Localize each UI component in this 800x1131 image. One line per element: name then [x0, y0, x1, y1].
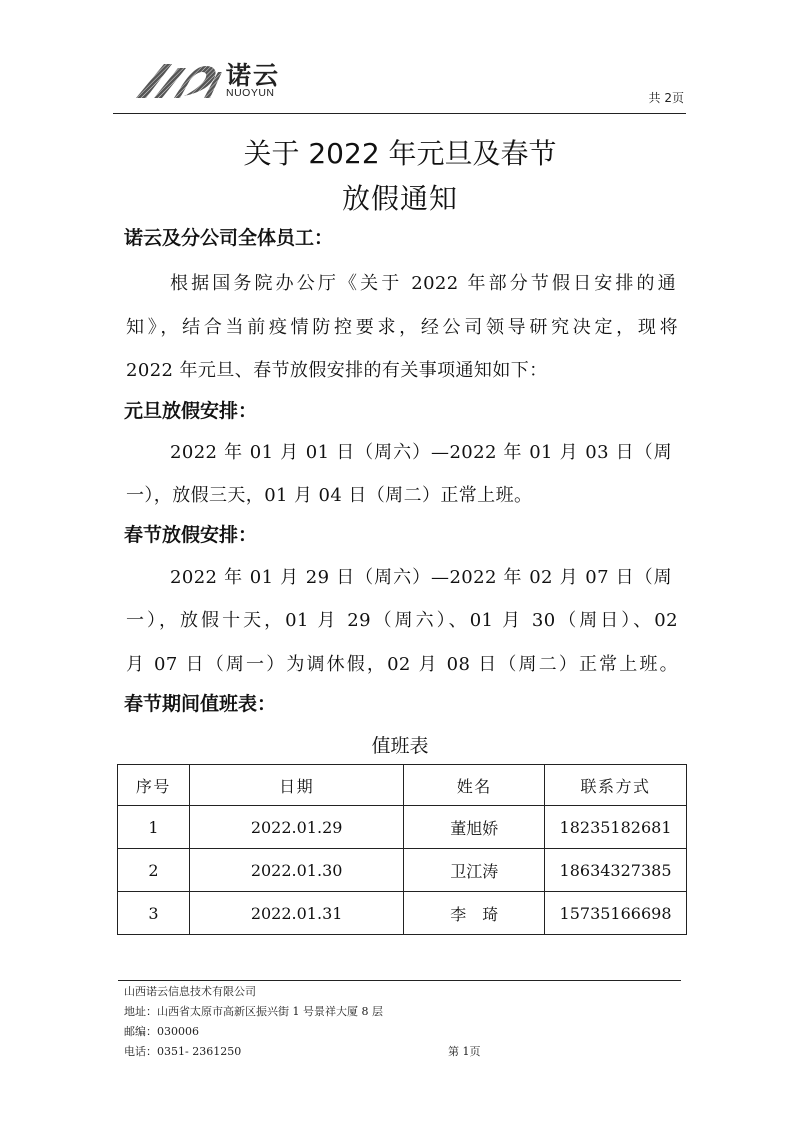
cell-name: 卫江涛 [404, 849, 545, 892]
cell-date: 2022.01.30 [189, 849, 404, 892]
table-row [118, 849, 687, 892]
document-title-line1: 关于 2022 年元旦及春节 [243, 137, 557, 170]
footer-phone: 电话：0351- 2361250 [124, 1045, 242, 1058]
cell-date: 2022.01.29 [189, 806, 404, 849]
column-header-index: 序号 [118, 765, 190, 806]
table-row [118, 892, 687, 935]
footer-company: 山西诺云信息技术有限公司 [124, 985, 256, 998]
logo-chinese-name: 诺云 [226, 61, 281, 90]
cell-date: 2022.01.31 [189, 892, 404, 935]
footer-divider [118, 980, 681, 981]
cell-contact: 18634327385 [545, 849, 687, 892]
new-year-line-1: 2022 年 01 月 01 日（周六）—2022 年 01 月 03 日（周 [170, 442, 672, 463]
logo-english-name: NUOYUN [226, 87, 275, 99]
cell-name: 李 琦 [404, 892, 545, 935]
footer-address: 地址：山西省太原市高新区振兴街 1 号景祥大厦 8 层 [124, 1005, 383, 1018]
spring-heading: 春节放假安排： [124, 524, 258, 546]
spring-line-2: 一），放假十天，01 月 29（周六）、01 月 30（周日）、02 [126, 610, 678, 631]
intro-line-3: 2022 年元旦、春节放假安排的有关事项通知如下： [126, 360, 548, 381]
cell-contact: 15735166698 [545, 892, 687, 935]
table-header-row [118, 765, 687, 806]
intro-line-1: 根据国务院办公厅《关于 2022 年部分节假日安排的通 [170, 273, 676, 294]
duty-heading: 春节期间值班表： [124, 693, 277, 715]
duty-table-caption: 值班表 [371, 735, 429, 757]
column-header-date: 日期 [189, 765, 404, 806]
header-divider [113, 113, 686, 114]
cell-index: 2 [118, 849, 190, 892]
duty-table [117, 764, 687, 935]
footer-postcode: 邮编：030006 [124, 1025, 199, 1038]
logo-mark-icon [134, 58, 224, 104]
page-count: 共 2页 [648, 91, 684, 105]
document-title-line2: 放假通知 [341, 182, 458, 215]
cell-contact: 18235182681 [545, 806, 687, 849]
cell-index: 3 [118, 892, 190, 935]
salutation: 诺云及分公司全体员工： [124, 227, 334, 249]
spring-line-1: 2022 年 01 月 29 日（周六）—2022 年 02 月 07 日（周 [170, 567, 672, 588]
page-number: 第 1页 [448, 1045, 481, 1058]
column-header-name: 姓名 [404, 765, 545, 806]
column-header-contact: 联系方式 [545, 765, 687, 806]
spring-line-3: 月 07 日（周一）为调休假，02 月 08 日（周二）正常上班。 [126, 654, 678, 675]
intro-line-2: 知》，结合当前疫情防控要求，经公司领导研究决定，现将 [126, 317, 678, 338]
new-year-line-2: 一），放假三天，01 月 04 日（周二）正常上班。 [126, 485, 533, 506]
new-year-heading: 元旦放假安排： [124, 400, 258, 422]
table-row [118, 806, 687, 849]
cell-name: 董旭娇 [404, 806, 545, 849]
cell-index: 1 [118, 806, 190, 849]
